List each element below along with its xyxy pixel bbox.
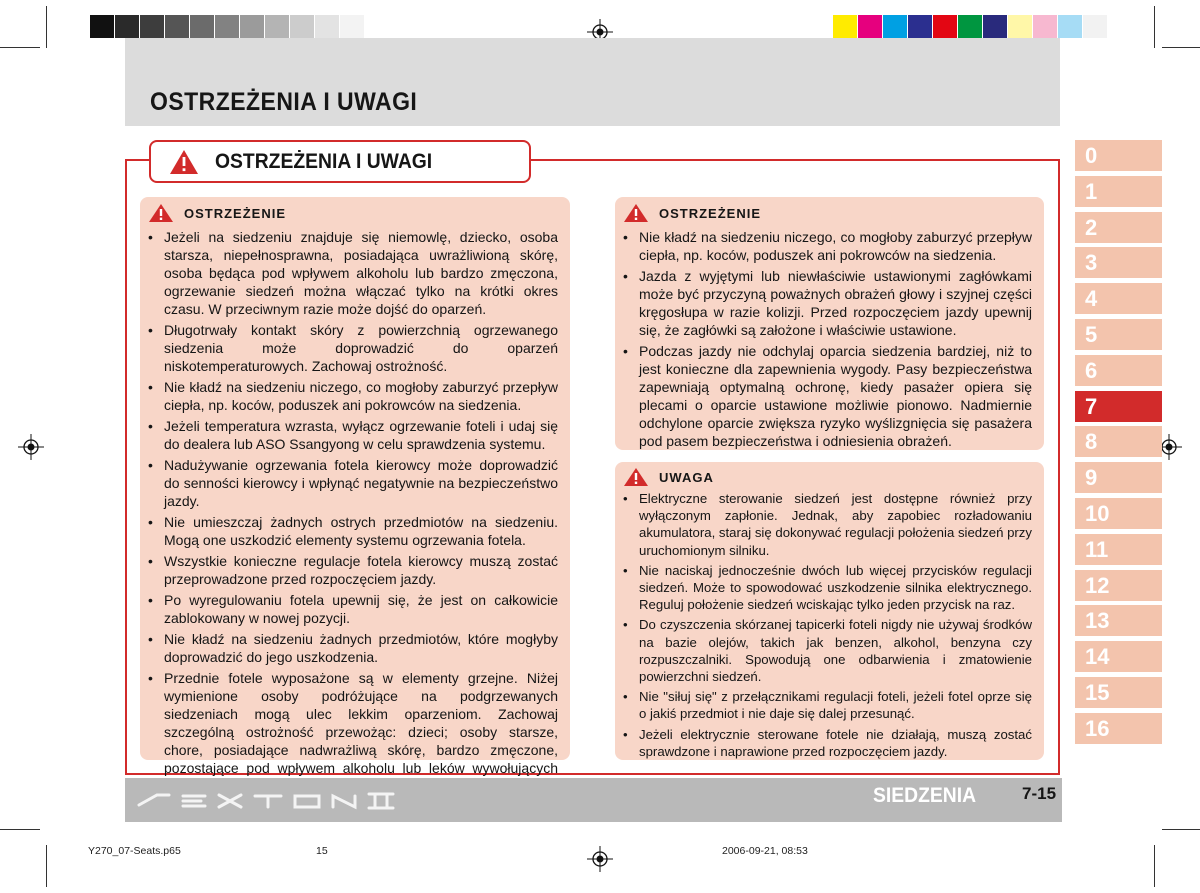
warning-box-right xyxy=(615,197,1044,450)
gray-swatch xyxy=(240,15,265,38)
chapter-tab-9[interactable]: 9 xyxy=(1075,462,1162,493)
chapter-tab-3[interactable]: 3 xyxy=(1075,247,1162,278)
notice-list xyxy=(623,490,1032,760)
box-title: UWAGA xyxy=(659,469,714,485)
list-item: • Po wyregulowaniu fotela upewnij się, że jest on całkowicie zablokowany w nowej pozycji. xyxy=(148,591,558,627)
crop-mark xyxy=(0,829,40,830)
color-swatch xyxy=(883,15,908,38)
registration-mark-icon xyxy=(18,434,44,460)
warning-triangle-icon xyxy=(623,467,649,487)
footer-section-title: SIEDZENIA xyxy=(873,784,977,807)
page-title: OSTRZEŻENIA I UWAGI xyxy=(150,88,418,116)
warning-triangle-icon xyxy=(169,149,199,175)
list-item: • Nie kładź na siedzeniu niczego, co mogłoby zaburzyć przepływ ciepła, np. koców, poduszek ani pokrowców na siedzenia. xyxy=(148,378,558,414)
chapter-tab-4[interactable]: 4 xyxy=(1075,283,1162,314)
gray-swatch xyxy=(290,15,315,38)
box-title: OSTRZEŻENIE xyxy=(184,205,287,221)
warning-box-left xyxy=(140,197,570,776)
warning-list xyxy=(148,228,558,795)
gray-calibration-strip xyxy=(90,15,365,38)
chapter-tab-13[interactable]: 13 xyxy=(1075,605,1162,636)
chapter-tab-7[interactable]: 7 xyxy=(1075,391,1162,422)
crop-mark xyxy=(1154,845,1155,887)
list-item: • Elektryczne sterowanie siedzeń jest dostępne również przy wyłączonym zapłonie. Jednak, aby zapobiec rozładowaniu akumulatora, staraj się dokonywać regulacji położenia siedzeń przy uruchomionym silniku. xyxy=(623,490,1032,559)
chapter-tab-10[interactable]: 10 xyxy=(1075,498,1162,529)
list-item: • Przednie fotele wyposażone są w elementy grzejne. Niżej wymienione osoby podróżujące na podgrzewanych siedzeniach mogą ulec lekkim oparzeniom. Zachowaj szczególną ostrożność przewożąc: dzieci; osoby starsze, chore, posiadające nadwrażliwą skórę, bardzo zmęczone, pozostające pod wpływem alkoholu lub leków wywołujących xyxy=(148,669,558,795)
color-swatch xyxy=(983,15,1008,38)
page-number: 7-15 xyxy=(1022,784,1057,803)
chapter-tab-2[interactable]: 2 xyxy=(1075,212,1162,243)
gray-swatch xyxy=(140,15,165,38)
color-swatch xyxy=(858,15,883,38)
crop-mark xyxy=(1154,6,1155,48)
section-heading xyxy=(149,140,531,183)
list-item: • Jazda z wyjętymi lub niewłaściwie ustawionymi zagłówkami może być przyczyną poważnych obrażeń głowy i szyjnej części kręgosłupa w razie kolizji. Przed rozpoczęciem jazdy upewnij się, że zagłówki są założone i właściwie ustawione. xyxy=(623,267,1032,339)
crop-mark xyxy=(46,845,47,887)
list-item: • Jeżeli na siedzeniu znajduje się niemowlę, dziecko, osoba starsza, niepełnosprawna, posiadająca uwrażliwioną skórę, osoba będąca pod wpływem alkoholu lub bardzo zmęczona, ogrzewanie siedzeń można włączać tylko na krótki okres czasu. W przeciwnym razie może dojść do oparzeń. xyxy=(148,228,558,318)
crop-mark xyxy=(46,6,47,48)
list-item: • Nie kładź na siedzeniu żadnych przedmiotów, które mogłyby doprowadzić do jego uszkodzenia. xyxy=(148,630,558,666)
list-item: • Nie naciskaj jednocześnie dwóch lub więcej przycisków regulacji siedzeń. Może to spowodować uszkodzenie silnika elektrycznego. Reguluj położenie siedzeń wciskając tylko jeden przycisk na raz. xyxy=(623,562,1032,614)
color-swatch xyxy=(833,15,858,38)
color-swatch xyxy=(1058,15,1083,38)
chapter-tab-11[interactable]: 11 xyxy=(1075,534,1162,565)
chapter-tab-8[interactable]: 8 xyxy=(1075,426,1162,457)
chapter-tab-15[interactable]: 15 xyxy=(1075,677,1162,708)
warning-list xyxy=(623,228,1032,450)
color-swatch xyxy=(1008,15,1033,38)
list-item: • Wszystkie konieczne regulacje fotela kierowcy muszą zostać przeprowadzone przed rozpoczęciem jazdy. xyxy=(148,552,558,588)
rexton-logo xyxy=(135,786,400,812)
notice-box xyxy=(615,462,1044,760)
color-calibration-strip xyxy=(833,15,1108,38)
list-item: • Nie "siłuj się" z przełącznikami regulacji foteli, jeżeli fotel oprze się o jakiś przedmiot i nie daje się dalej przesunąć. xyxy=(623,688,1032,722)
section-title: OSTRZEŻENIA I UWAGI xyxy=(215,149,433,173)
warning-triangle-icon xyxy=(148,203,174,223)
color-swatch xyxy=(933,15,958,38)
registration-mark-icon xyxy=(587,846,613,872)
list-item: • Jeżeli temperatura wzrasta, wyłącz ogrzewanie foteli i udaj się do dealera lub ASO Ssangyong w celu sprawdzenia systemu. xyxy=(148,417,558,453)
sheet-number: 15 xyxy=(316,845,328,857)
crop-mark xyxy=(1162,47,1200,48)
gray-swatch xyxy=(165,15,190,38)
footer-white-mark xyxy=(65,800,87,855)
chapter-tab-14[interactable]: 14 xyxy=(1075,641,1162,672)
crop-mark xyxy=(0,47,40,48)
list-item: • Długotrwały kontakt skóry z powierzchnią ogrzewanego siedzenia może doprowadzić do oparzeń niskotemperaturowych. Zachowaj ostrożność. xyxy=(148,321,558,375)
gray-swatch xyxy=(90,15,115,38)
chapter-tab-0[interactable]: 0 xyxy=(1075,140,1162,171)
gray-swatch xyxy=(215,15,240,38)
color-swatch xyxy=(908,15,933,38)
crop-mark xyxy=(1162,829,1200,830)
gray-swatch xyxy=(315,15,340,38)
chapter-tab-16[interactable]: 16 xyxy=(1075,713,1162,744)
gray-swatch xyxy=(190,15,215,38)
chapter-tab-1[interactable]: 1 xyxy=(1075,176,1162,207)
color-swatch xyxy=(1033,15,1058,38)
gray-swatch xyxy=(340,15,365,38)
file-name: Y270_07-Seats.p65 xyxy=(88,845,181,857)
list-item: • Podczas jazdy nie odchylaj oparcia siedzenia bardziej, niż to jest konieczne dla zapewnienia wygody. Pasy bezpieczeństwa zapewniają optymalną ochronę, kiedy pasażer opiera się plecami o oparcie ustawione możliwie pionowo. Nadmiernie odchylone oparcie zwiększa ryzyko wyślizgnięcia się pasażera pod pasem bezpieczeństwa i odniesienia obrażeń. xyxy=(623,342,1032,450)
print-timestamp: 2006-09-21, 08:53 xyxy=(722,845,808,857)
list-item: • Jeżeli elektrycznie sterowane fotele nie działają, muszą zostać sprawdzone i naprawione przed rozpoczęciem jazdy. xyxy=(623,726,1032,760)
chapter-tab-6[interactable]: 6 xyxy=(1075,355,1162,386)
list-item: • Nie umieszczaj żadnych ostrych przedmiotów na siedzeniu. Mogą one uszkodzić elementy systemu ogrzewania fotela. xyxy=(148,513,558,549)
warning-triangle-icon xyxy=(623,203,649,223)
chapter-tab-12[interactable]: 12 xyxy=(1075,570,1162,601)
list-item: • Nadużywanie ogrzewania fotela kierowcy może doprowadzić do senności kierowcy i wpłynąć negatywnie na bezpieczeństwo jazdy. xyxy=(148,456,558,510)
chapter-tab-5[interactable]: 5 xyxy=(1075,319,1162,350)
list-item: • Nie kładź na siedzeniu niczego, co mogłoby zaburzyć przepływ ciepła, np. koców, poduszek ani pokrowców na siedzenia. xyxy=(623,228,1032,264)
chapter-tabs xyxy=(1075,140,1162,749)
color-swatch xyxy=(1083,15,1108,38)
list-item: • Do czyszczenia skórzanej tapicerki foteli nigdy nie używaj środków na bazie olejów, takich jak benzen, alkohol, benzyna czy rozpuszczalniki. Spowodują one odbarwienia i zmatowienie powierzchni siedzeń. xyxy=(623,616,1032,685)
box-title: OSTRZEŻENIE xyxy=(659,205,762,221)
color-swatch xyxy=(958,15,983,38)
gray-swatch xyxy=(265,15,290,38)
gray-swatch xyxy=(115,15,140,38)
